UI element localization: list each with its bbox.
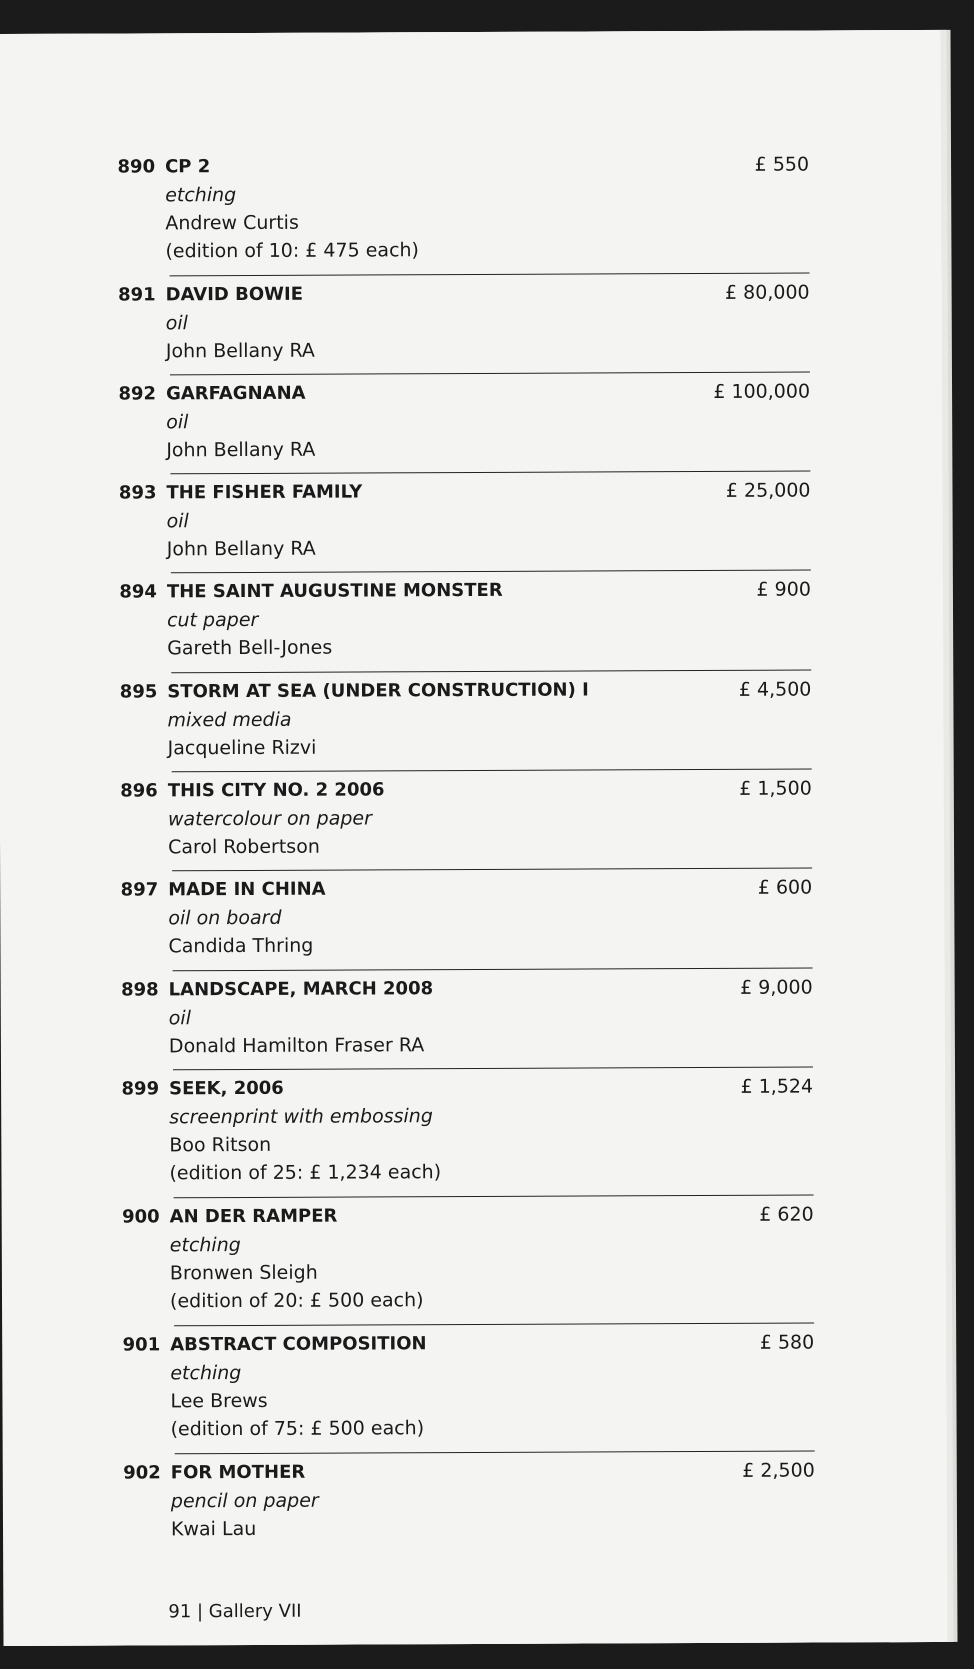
entry-title: CP 2 (165, 156, 211, 178)
entry-artist: Boo Ritson (169, 1133, 272, 1157)
entry-artist: Bronwen Sleigh (169, 1261, 318, 1285)
entry-price: £ 550 (754, 153, 810, 176)
entry-price: £ 580 (759, 1331, 815, 1354)
entry-price: £ 1,524 (740, 1075, 814, 1098)
catalogue-entry (114, 1329, 815, 1441)
entry-medium: oil on board (168, 906, 282, 930)
entry-number: 899 (121, 1078, 160, 1100)
entry-number: 897 (120, 879, 159, 901)
entry-number: 898 (121, 979, 159, 1001)
entry-title: ABSTRACT COMPOSITION (170, 1333, 427, 1356)
entry-number: 895 (119, 681, 158, 703)
entry-number: 894 (119, 581, 157, 603)
entry-price: £ 900 (756, 578, 811, 601)
divider (175, 1451, 815, 1455)
catalogue-entry (110, 477, 811, 561)
entry-title: THE SAINT AUGUSTINE MONSTER (166, 579, 503, 603)
entry-price: £ 9,000 (740, 976, 813, 999)
entry-medium: oil (165, 312, 188, 335)
entry-title: GARFAGNANA (166, 382, 306, 405)
entry-price: £ 4,500 (738, 678, 812, 701)
entry-medium: mixed media (167, 708, 292, 732)
divider (172, 769, 812, 773)
entry-number: 896 (120, 780, 158, 802)
entry-medium: etching (170, 1362, 242, 1385)
entry-number: 893 (118, 482, 157, 504)
entry-price: £ 600 (757, 876, 813, 899)
entry-number: 902 (123, 1462, 161, 1484)
divider (174, 1195, 814, 1199)
entry-title: SEEK, 2006 (169, 1077, 284, 1100)
divider (170, 273, 810, 277)
divider (173, 968, 813, 972)
divider (174, 1323, 814, 1327)
divider (171, 670, 811, 674)
entry-number: 900 (122, 1206, 160, 1228)
entry-artist: John Bellany RA (166, 537, 316, 561)
entry-price: £ 25,000 (725, 479, 811, 502)
catalogue-entry (112, 775, 812, 859)
entry-edition: (edition of 75: £ 500 each) (170, 1417, 425, 1441)
divider (172, 868, 812, 872)
entry-edition: (edition of 10: £ 475 each) (165, 239, 419, 263)
entry-title: MADE IN CHINA (168, 878, 326, 901)
entry-medium: pencil on paper (170, 1489, 319, 1513)
entry-medium: oil (166, 411, 189, 434)
entry-price: £ 80,000 (724, 281, 810, 304)
entry-medium: cut paper (166, 608, 259, 632)
entry-title: THE FISHER FAMILY (166, 481, 363, 504)
catalogue-entry (112, 874, 813, 958)
catalogue-entry (113, 974, 813, 1058)
entry-number: 891 (118, 284, 156, 306)
entry-number: 892 (118, 383, 157, 405)
entry-title: DAVID BOWIE (165, 283, 304, 306)
divider (171, 570, 811, 574)
catalogue-entry (114, 1201, 814, 1313)
entry-artist: John Bellany RA (166, 438, 316, 462)
entry-edition: (edition of 20: £ 500 each) (169, 1289, 424, 1313)
catalogue-entry (109, 151, 810, 263)
entry-medium: oil (166, 510, 189, 533)
catalogue-entry (113, 1073, 814, 1185)
entry-price: £ 2,500 (742, 1459, 815, 1482)
catalogue-entry (115, 1457, 815, 1541)
entry-artist: Kwai Lau (170, 1517, 257, 1541)
page-footer: 91 | Gallery VII (168, 1600, 302, 1623)
entry-price: £ 620 (759, 1203, 814, 1226)
entry-title: AN DER RAMPER (169, 1205, 338, 1228)
entry-price: £ 100,000 (713, 380, 811, 403)
entry-edition: (edition of 25: £ 1,234 each) (169, 1161, 442, 1185)
entry-artist: Donald Hamilton Fraser RA (168, 1034, 425, 1058)
entry-price: £ 1,500 (739, 777, 812, 800)
entry-medium: oil (168, 1007, 192, 1030)
catalogue-entry (111, 576, 811, 660)
entry-medium: etching (165, 184, 237, 207)
entry-number: 890 (117, 156, 156, 178)
entry-artist: Gareth Bell-Jones (167, 636, 333, 660)
entry-title: LANDSCAPE, MARCH 2008 (168, 978, 434, 1001)
divider (170, 471, 810, 475)
entry-medium: etching (169, 1234, 241, 1257)
entry-artist: Lee Brews (170, 1389, 268, 1413)
entry-artist: Carol Robertson (167, 835, 320, 859)
entry-artist: Jacqueline Rizvi (167, 736, 317, 760)
entry-artist: John Bellany RA (165, 339, 315, 363)
entry-title: STORM AT SEA (UNDER CONSTRUCTION) I (167, 679, 589, 703)
divider (170, 372, 810, 376)
entry-title: THIS CITY NO. 2 2006 (167, 779, 385, 802)
catalogue-entry (111, 676, 812, 760)
catalogue-entry (110, 378, 811, 462)
entry-artist: Candida Thring (168, 934, 314, 958)
entry-artist: Andrew Curtis (165, 211, 299, 235)
entry-title: FOR MOTHER (170, 1461, 306, 1484)
catalogue-page (0, 30, 948, 1646)
entry-medium: screenprint with embossing (169, 1105, 433, 1129)
entry-number: 901 (122, 1334, 161, 1356)
catalogue-entry (110, 279, 810, 363)
divider (173, 1067, 813, 1071)
entry-medium: watercolour on paper (167, 807, 372, 831)
